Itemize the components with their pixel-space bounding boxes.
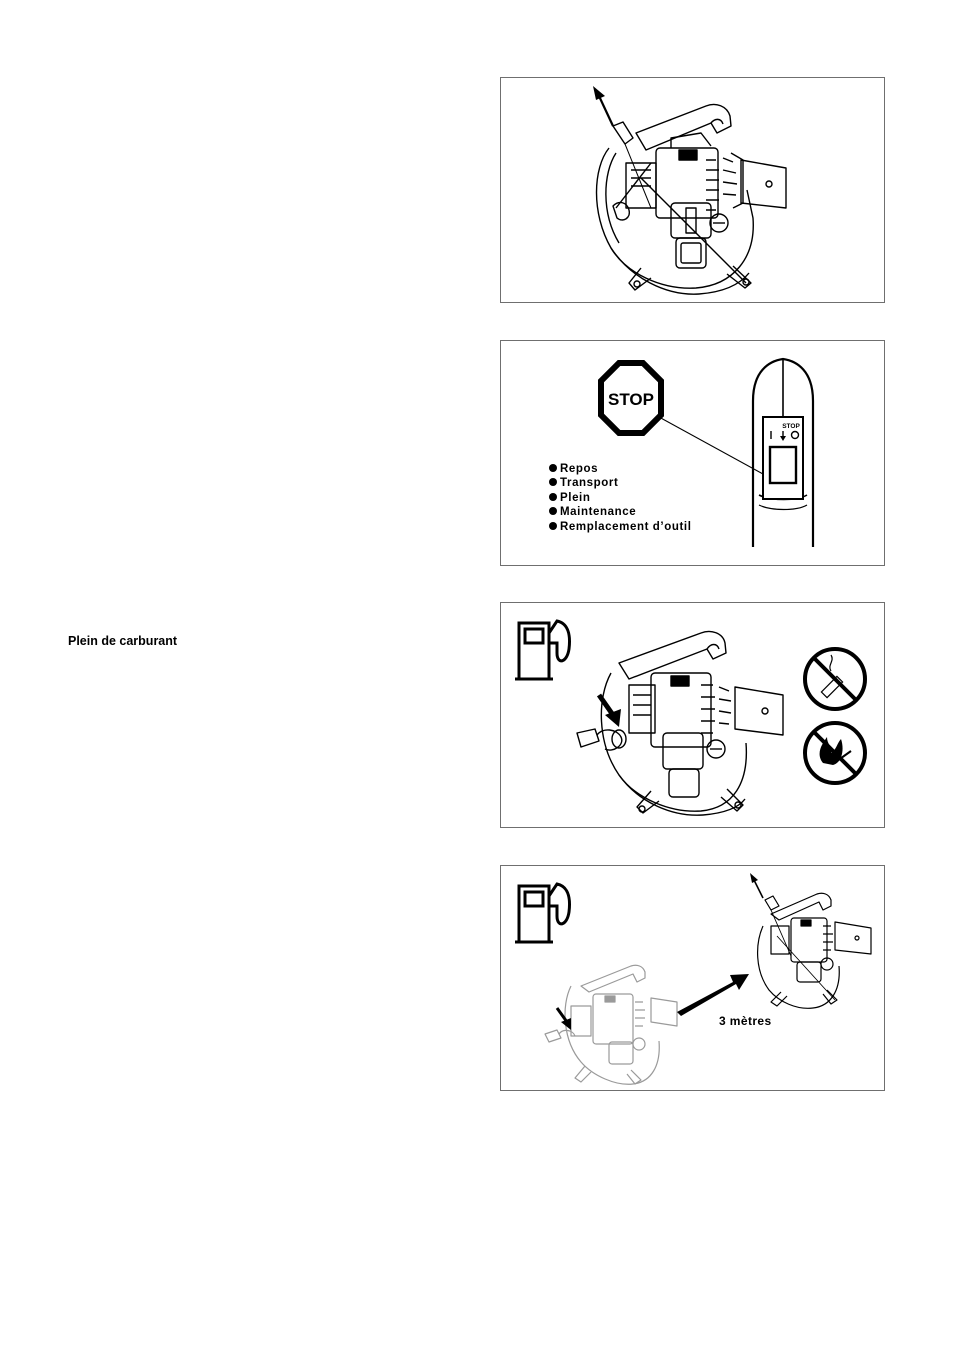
bullet-item-plein: Plein <box>560 492 591 504</box>
arrow-down-right-icon <box>599 695 621 727</box>
stop-switch-illustration <box>501 341 885 566</box>
no-flame-icon <box>805 723 865 783</box>
distance-label: 3 mètres <box>719 1014 772 1028</box>
figure-refuel-safety <box>500 602 885 828</box>
move-away-illustration <box>501 866 885 1091</box>
bullet-item-maintenance: Maintenance <box>560 506 637 518</box>
fuel-pump-icon <box>515 621 570 679</box>
bullet-item-transport: Transport <box>560 477 619 489</box>
bullet-dot <box>549 478 557 486</box>
stop-sign-text: STOP <box>608 390 654 409</box>
arrow-up-right-icon <box>677 974 749 1016</box>
switch-stop-label: STOP <box>782 423 800 430</box>
bullet-item-remplacement: Remplacement d’outil <box>560 521 692 533</box>
section-heading-refuel: Plein de carburant <box>68 634 178 648</box>
bullet-item-repos: Repos <box>560 463 599 475</box>
blower-starter-illustration <box>501 78 885 303</box>
refuel-illustration <box>501 603 885 828</box>
no-smoking-icon <box>805 649 865 709</box>
bullet-dot <box>549 522 557 530</box>
bullet-dot <box>549 493 557 501</box>
blower-starting-drawing <box>758 893 871 1008</box>
figure-stop-switch <box>500 340 885 566</box>
bullet-dot <box>549 507 557 515</box>
figure-move-away <box>500 865 885 1091</box>
fuel-pump-icon <box>515 884 570 942</box>
arrow-up-left-icon <box>750 873 763 898</box>
arrow-down-right-icon <box>557 1008 571 1030</box>
bullet-dot <box>549 464 557 472</box>
figure-starter-pull <box>500 77 885 303</box>
stop-conditions-list <box>549 463 692 533</box>
arrow-up-left-icon <box>593 86 613 126</box>
